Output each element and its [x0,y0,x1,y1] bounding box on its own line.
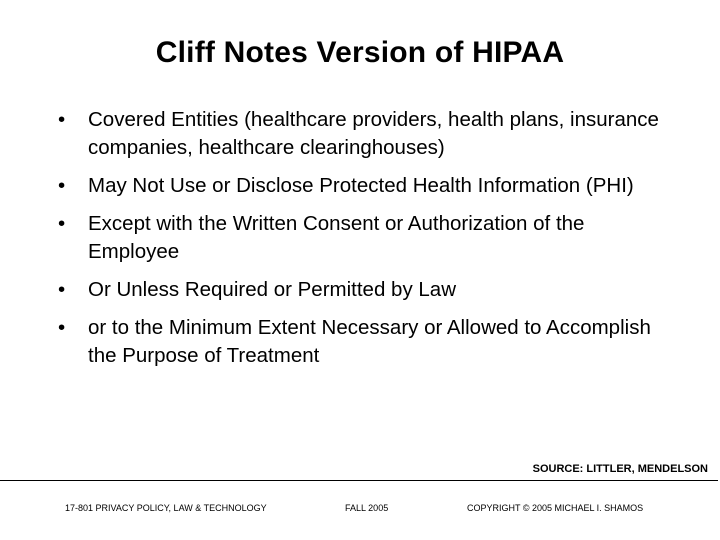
bullet-text: Covered Entities (healthcare providers, health plans, insurance companies, healthcare clearinghouses) [88,108,659,159]
footer-course: 17-801 PRIVACY POLICY, LAW & TECHNOLOGY [65,503,267,513]
bullet-item [58,106,678,162]
bullet-marker: • [58,212,66,235]
bullet-text: May Not Use or Disclose Protected Health Information (PHI) [88,174,634,197]
bullet-item [58,172,678,200]
bullet-text: Or Unless Required or Permitted by Law [88,278,457,301]
bullet-text: or to the Minimum Extent Necessary or Allowed to Accomplish the Purpose of Treatment [88,316,651,367]
bullet-item [58,276,678,304]
footer-term: FALL 2005 [345,503,389,513]
bullet-marker: • [58,278,66,301]
bullet-text: Except with the Written Consent or Authorization of the Employee [88,212,585,263]
source-credit: SOURCE: LITTLER, MENDELSON [532,463,708,475]
bullet-item [58,210,678,266]
bullet-list [58,106,678,380]
bullet-marker: • [58,316,66,339]
footer-copyright: COPYRIGHT © 2005 MICHAEL I. SHAMOS [467,503,644,513]
footer-divider [0,480,718,481]
slide-title: Cliff Notes Version of HIPAA [155,36,565,69]
bullet-marker: • [58,174,66,197]
bullet-marker: • [58,108,66,131]
bullet-item [58,314,678,370]
